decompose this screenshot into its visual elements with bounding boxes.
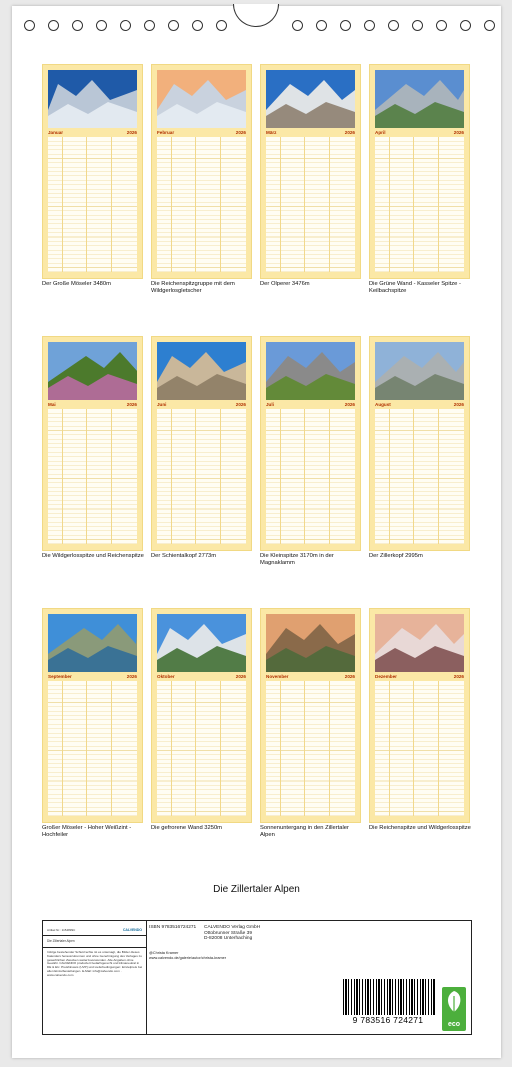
planner-grid — [266, 137, 355, 272]
planner-grid — [48, 681, 137, 816]
month-photo — [266, 70, 355, 128]
month-name: August — [375, 402, 391, 407]
month-photo — [157, 342, 246, 400]
month-card — [42, 608, 143, 823]
leaf-icon — [442, 987, 466, 1017]
photo-caption: Die Wildgerlosspitze und Reichenspitze — [42, 553, 144, 559]
month-year: 2026 — [344, 674, 355, 679]
month-name: Oktober — [157, 674, 175, 679]
month-photo — [157, 614, 246, 672]
publisher-line: Ottobrunner Straße 39 — [204, 930, 252, 936]
binding-hole — [460, 20, 471, 31]
month-card — [260, 64, 361, 279]
photo-caption: Die Grüne Wand - Kasseler Spitze - Keilbachspitze — [369, 281, 461, 294]
article-number: Artikel Nr.: 1154899C — [47, 928, 76, 932]
binding-hole — [316, 20, 327, 31]
publisher-line: D-82008 Unterhaching — [204, 936, 253, 942]
binding-hole — [96, 20, 107, 31]
author-name: @Christa Kramer — [149, 951, 179, 955]
binding-hole — [144, 20, 155, 31]
month-card — [151, 608, 252, 823]
month-name: September — [48, 674, 72, 679]
month-header — [266, 673, 355, 680]
photo-caption: Sonnenuntergang in den Zillertaler Alpen — [260, 825, 349, 838]
planner-grid — [375, 681, 464, 816]
month-card — [42, 336, 143, 551]
photo-caption: Die gefrorene Wand 3250m — [151, 825, 222, 831]
landscape-photo — [48, 70, 137, 128]
calendar-page — [12, 6, 501, 1058]
calendar-title: Die Zillertaler Alpen — [213, 884, 300, 895]
photo-caption: Der Olperer 3476m — [260, 281, 310, 287]
binding-hole — [436, 20, 447, 31]
product-info-panel — [43, 921, 147, 1034]
photo-caption: Der Große Möseler 3480m — [42, 281, 111, 287]
article-row — [47, 925, 142, 935]
barcode-bars — [343, 979, 435, 1015]
month-name: Januar — [48, 130, 64, 135]
landscape-photo — [157, 70, 246, 128]
binding-hole — [192, 20, 203, 31]
photo-caption: Großer Möseler - Hoher Weißzint - Hochfeiler — [42, 825, 132, 838]
landscape-photo — [375, 614, 464, 672]
month-year: 2026 — [453, 674, 464, 679]
month-card — [260, 336, 361, 551]
binding-hole — [168, 20, 179, 31]
calvendo-logo-small: CALVENDO — [122, 928, 142, 932]
landscape-photo — [48, 342, 137, 400]
month-header — [48, 673, 137, 680]
legal-disclaimer: Infolge bestehender Schutzrechte ist es untersagt, die Bilder dieses Kalenders herauszutrennen und ohne Genehmigung des Verlages zu gewerblichen Zwecken weiterzuverwenden. Alle Angaben ohne Gewähr. CALVENDO produziert bedarfsgerecht und klimaneutral in DE & EU. Preishinweis (UVP) und Lieferbedingungen: Einzelpreis bei allen Einzelbestellungen. E-Mail: info@calvendo.com · www.calvendo.com — [47, 950, 143, 977]
planner-grid — [157, 137, 246, 272]
divider — [43, 947, 146, 948]
month-card — [151, 64, 252, 279]
month-photo — [157, 70, 246, 128]
landscape-photo — [375, 342, 464, 400]
month-name: November — [266, 674, 289, 679]
month-year: 2026 — [344, 402, 355, 407]
eco-badge — [442, 987, 466, 1031]
landscape-photo — [157, 614, 246, 672]
product-title-small: Die Zillertaler Alpen — [47, 939, 75, 943]
month-header — [375, 401, 464, 408]
binding-hole — [388, 20, 399, 31]
month-card — [369, 64, 470, 279]
month-photo — [266, 342, 355, 400]
photo-caption: Der Zillerkopf 2995m — [369, 553, 423, 559]
eco-label: eco — [447, 1021, 461, 1028]
binding-hole — [216, 20, 227, 31]
photo-caption: Die Reichenspitzgruppe mit dem Wildgerlosgletscher — [151, 281, 235, 294]
binding-hole — [340, 20, 351, 31]
planner-grid — [157, 409, 246, 544]
month-header — [157, 673, 246, 680]
month-card — [260, 608, 361, 823]
month-year: 2026 — [126, 674, 137, 679]
month-header — [375, 129, 464, 136]
month-year: 2026 — [453, 402, 464, 407]
binding-hole — [412, 20, 423, 31]
month-photo — [375, 614, 464, 672]
planner-grid — [266, 409, 355, 544]
month-header — [157, 401, 246, 408]
landscape-photo — [157, 342, 246, 400]
month-year: 2026 — [126, 402, 137, 407]
binding-hole — [364, 20, 375, 31]
binding-hole — [120, 20, 131, 31]
photo-caption: Der Schientalkopf 2773m — [151, 553, 217, 559]
photo-caption: Die Kleinspitze 3170m in der Magnaklamm — [260, 553, 334, 566]
month-year: 2026 — [235, 402, 246, 407]
month-photo — [48, 70, 137, 128]
barcode-number: 9 783516 724271 — [352, 1015, 424, 1025]
month-year: 2026 — [235, 130, 246, 135]
month-photo — [48, 614, 137, 672]
month-header — [48, 401, 137, 408]
month-photo — [375, 342, 464, 400]
publisher-address — [204, 925, 260, 942]
month-name: Juli — [266, 402, 274, 407]
month-header — [375, 673, 464, 680]
divider — [43, 935, 146, 936]
month-card — [369, 336, 470, 551]
landscape-photo — [266, 70, 355, 128]
month-header — [266, 129, 355, 136]
month-year: 2026 — [344, 130, 355, 135]
month-name: April — [375, 130, 386, 135]
binding-hole — [72, 20, 83, 31]
month-year: 2026 — [453, 130, 464, 135]
planner-grid — [157, 681, 246, 816]
back-cover-info — [42, 920, 472, 1035]
photo-caption: Die Reichenspitze und Wildgerlosspitze — [369, 825, 471, 831]
month-photo — [266, 614, 355, 672]
planner-grid — [48, 137, 137, 272]
binding-hole — [48, 20, 59, 31]
planner-grid — [375, 409, 464, 544]
planner-grid — [375, 137, 464, 272]
month-year: 2026 — [126, 130, 137, 135]
author-url: www.calvendo.de/galerie/autor/christa-kramer — [149, 955, 227, 960]
month-name: Mai — [48, 402, 56, 407]
month-card — [42, 64, 143, 279]
binding-hole — [24, 20, 35, 31]
month-photo — [375, 70, 464, 128]
binding-hole — [292, 20, 303, 31]
publisher-line: CALVENDO Verlag GmbH — [204, 925, 261, 930]
planner-grid — [266, 681, 355, 816]
landscape-photo — [48, 614, 137, 672]
landscape-photo — [375, 70, 464, 128]
month-card — [151, 336, 252, 551]
month-header — [48, 129, 137, 136]
planner-grid — [48, 409, 137, 544]
month-name: Dezember — [375, 674, 397, 679]
binding-hole — [484, 20, 495, 31]
month-photo — [48, 342, 137, 400]
month-name: Februar — [157, 130, 175, 135]
author-block — [149, 951, 226, 960]
month-name: März — [266, 130, 277, 135]
landscape-photo — [266, 342, 355, 400]
isbn-barcode — [339, 979, 437, 1025]
landscape-photo — [266, 614, 355, 672]
isbn: ISBN 9783516724271 — [149, 925, 197, 930]
month-header — [157, 129, 246, 136]
month-year: 2026 — [235, 674, 246, 679]
month-header — [266, 401, 355, 408]
month-name: Juni — [157, 402, 167, 407]
month-card — [369, 608, 470, 823]
